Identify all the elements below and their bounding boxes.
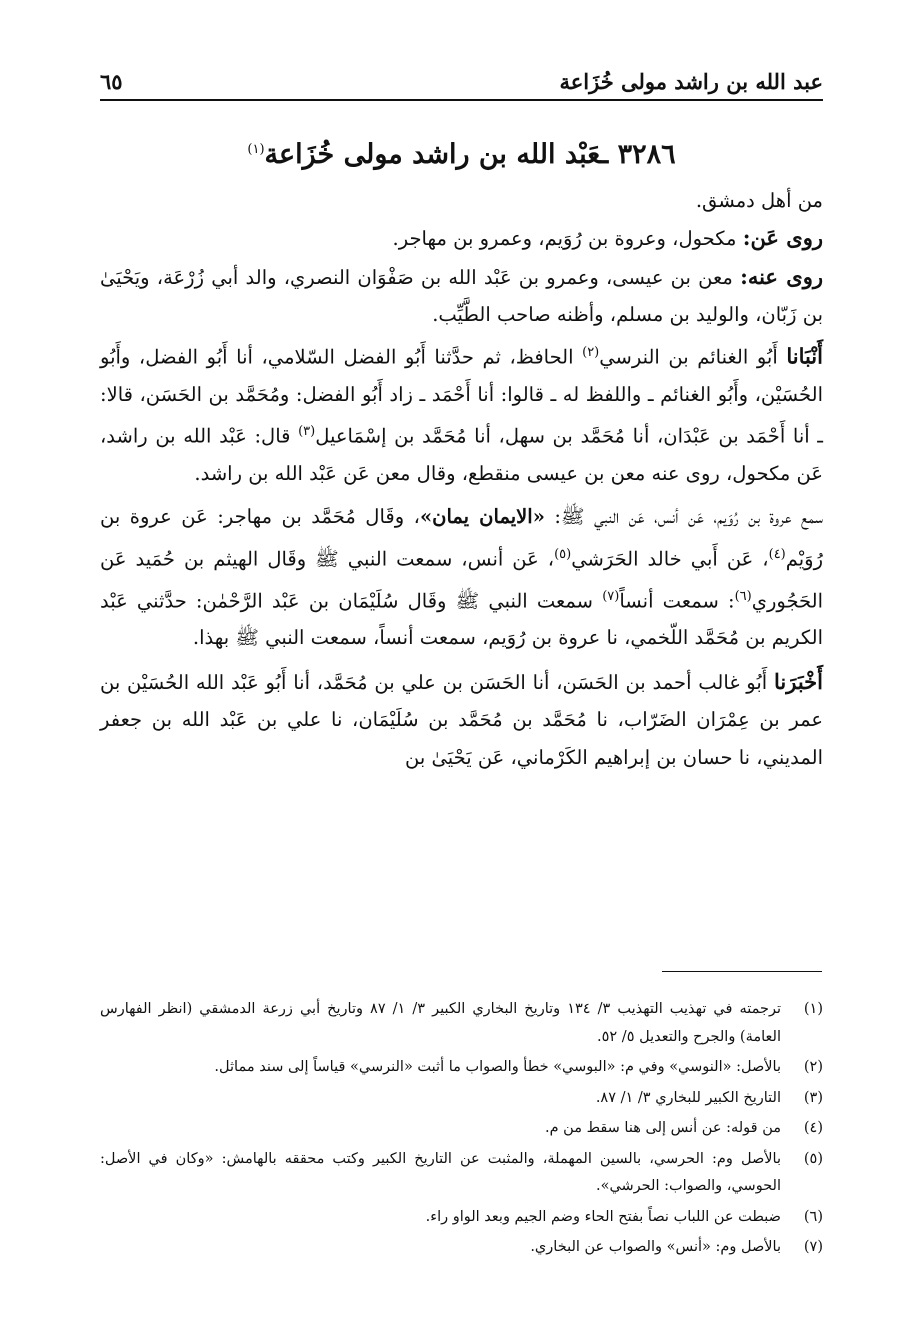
narrated-from-label: روى عَن: [742, 225, 823, 251]
footnote-ref: (٢) [582, 344, 600, 360]
isnad-1-text-c: قال: عَبْد الله بن راشد، عَن مكحول، روى عنه معن بن عيسى منقطع، وقال معن عَن عَبْد الله بن راشد. [100, 424, 823, 485]
isnad-paragraph-1 [100, 334, 823, 493]
isnad-1-text-a: أَبُو الغنائم بن النرسي [599, 345, 778, 369]
narrated-by-text: معن بن عيسى، وعمرو بن عَبْد الله بن صَفْوَان النصري، والد أبي زُرْعَة، ويَحْيَىٰ بن زَبّان، والوليد بن مسلم، وأظنه صاحب الطَّيِّب. [100, 265, 823, 327]
footnote [100, 996, 823, 1051]
footnote-number: (٦) [803, 1208, 823, 1225]
hadith-paragraph [100, 498, 823, 657]
running-title: عبد الله بن راشد مولى خُزَاعة [559, 69, 823, 94]
footnote-number: (٧) [803, 1239, 823, 1255]
page-number: ٦٥ [100, 69, 123, 94]
isnad-paragraph-2 [100, 663, 823, 776]
footnotes [100, 996, 823, 1265]
hadith-text-b: ، وقَال مُحَمَّد بن مهاجر: عَن عروة بن رُوَيْم [100, 505, 823, 571]
entry-name: عَبْد الله بن راشد مولى خُزَاعة [264, 139, 601, 170]
footnote-ref: (٣) [298, 423, 316, 439]
footnote-ref: (٦) [734, 588, 752, 604]
anbana-label: أَنْبَانا [786, 343, 823, 369]
footnote-ref: (١) [247, 142, 265, 157]
hadith-text-e: : سمعت أنساً [619, 589, 735, 613]
footnote [100, 1085, 823, 1113]
footnote-text: ترجمته في تهذيب التهذيب ٣/ ١٣٤ وتاريخ البخاري الكبير ٣/ ١/ ٨٧ وتاريخ أبي زرعة الدمشقي (انظر الفهارس العامة) والجرح والتعديل ٥/ ٥٢. [100, 1001, 781, 1045]
footnote [100, 1204, 823, 1232]
footnote [100, 1054, 823, 1082]
origin-line: من أهل دمشق. [695, 189, 823, 212]
hadith-text-f: سمعت النبي ﷺ وقَال سُلَيْمَان بن عَبْد الرَّحْمٰن: حدَّثني عَبْد الكريم بن مُحَمَّد اللّخمي، نا عروة بن رُوَيم، سمعت أنساً، سمعت النبي ﷺ بهذا. [100, 589, 823, 650]
narrated-by-label: روى عنه: [740, 263, 823, 289]
footnote-text: بالأصل وم: «أنس» والصواب عن البخاري. [530, 1239, 781, 1255]
body-text [100, 182, 823, 776]
footnote-ref: (٤) [768, 546, 786, 562]
entry-number: ٣٢٨٦ [617, 139, 676, 170]
entry-dash: ـ [600, 139, 609, 170]
isnad-1-text-b: الحافظ، ثم حدَّثنا أَبُو الفضل السّلامي، أنا أَبُو الفضل، وأَبُو الحُسَيْن، وأَبُو الغنائم ـ واللفظ له ـ قالوا: أنا أَحْمَد ـ زاد أَبُو الفضل: ومُحَمَّد بن الحَسَن، قالا: ـ أنا أَحْمَد بن عَبْدَان، أنا مُحَمَّد بن سهل، أنا مُحَمَّد بن إسْمَاعيل [100, 345, 823, 448]
entry-heading [100, 130, 823, 175]
header-rule [100, 99, 823, 101]
hadith-text-a: سمع عروة بن رُوَيم، عَن أنس، عَن النبي ﷺ: [554, 505, 823, 529]
footnote-number: (٤) [803, 1120, 823, 1136]
footnote [100, 1146, 823, 1201]
footnote-ref: (٥) [554, 546, 572, 562]
footnote-number: (٥) [803, 1150, 823, 1167]
footnote-text: التاريخ الكبير للبخاري ٣/ ١/ ٨٧. [595, 1089, 781, 1106]
footnote-text: بالأصل: «النوسي» وفي م: «البوسي» خطأ والصواب ما أثبت «النرسي» قياساً إلى سند مماثل. [214, 1059, 781, 1075]
footnote-ref: (٧) [602, 588, 620, 604]
narrated-from-paragraph [100, 219, 823, 257]
footnote-number: (٢) [803, 1059, 823, 1075]
akhbarana-label: أَخْبَرَنا [774, 668, 823, 694]
footnote-rule [662, 971, 822, 972]
hadith-text-c: ، عَن أَبي خالد الحَرَشي [571, 547, 769, 571]
footnote [100, 1115, 823, 1143]
hadith-quote: «الايمان يمان» [419, 505, 545, 529]
footnote-text: بالأصل وم: الحرسي، بالسين المهملة، والمثبت عن التاريخ الكبير وكتب محققه بالهامش: «وكان في الأصل: الحوسي، والصواب: الحرشي». [100, 1150, 781, 1194]
footnote-number: (٣) [803, 1089, 823, 1106]
isnad-2-text: أَبُو غالب أحمد بن الحَسَن، أنا الحَسَن بن علي بن مُحَمَّد، أنا أَبُو عَبْد الله الحُسَيْن بن عمر بن عِمْرَان الضَرّاب، نا مُحَمَّد بن مُحَمَّد بن سُلَيْمَان، نا علي بن عَبْد الله بن جعفر المديني، نا حسان بن إبراهيم الكَرْماني، عَن يَحْيَىٰ بن [100, 670, 823, 769]
footnote-text: من قوله: عن أنس إلى هنا سقط من م. [544, 1120, 781, 1136]
running-header [100, 58, 823, 94]
narrated-from-text: مكحول، وعروة بن رُوَيم، وعمرو بن مهاجر. [392, 227, 737, 251]
narrated-by-paragraph [100, 258, 823, 334]
hadith-text-d: ، عَن أنس، سمعت النبي ﷺ وقَال الهيثم بن حُمَيد عَن الحَجُوري [100, 547, 823, 613]
footnote-number: (١) [803, 1001, 823, 1017]
footnote [100, 1234, 823, 1262]
footnote-text: ضبطت عن اللباب نصاً بفتح الحاء وضم الجيم وبعد الواو راء. [425, 1208, 781, 1225]
